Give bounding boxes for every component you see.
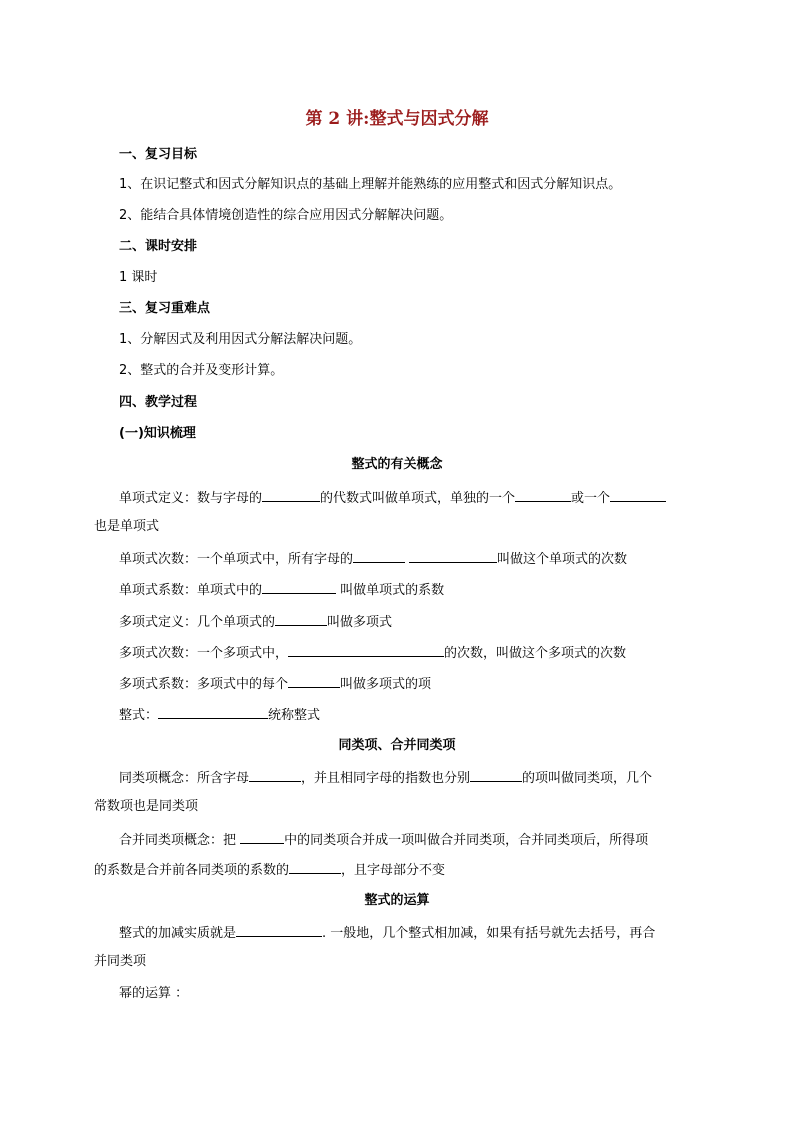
fill-blank[interactable] — [236, 923, 322, 937]
text-run: 中的同类项合并成一项叫做合并同类项，合并同类项后，所得项 — [284, 833, 649, 848]
section-heading-schedule: 二、课时安排 — [119, 239, 198, 254]
fill-blank[interactable] — [249, 768, 301, 782]
combine-like-terms-line — [119, 830, 648, 850]
page-title: 第 2 讲:整式与因式分解 — [305, 109, 489, 129]
addition-subtraction-line — [119, 923, 655, 943]
review-goal-2: 2、能结合具体情境创造性的综合应用因式分解解决问题。 — [119, 208, 453, 223]
text-run: 多项式次数：一个多项式中， — [119, 646, 289, 661]
review-goal-1: 1、在识记整式和因式分解知识点的基础上理解并能熟练的应用整式和因式分解知识点。 — [119, 177, 622, 192]
text-run: 同类项概念：所含字母 — [119, 771, 250, 786]
polynomial-degree-line — [119, 643, 626, 663]
concept-heading: 整式的有关概念 — [351, 457, 443, 472]
fill-blank[interactable] — [288, 643, 444, 657]
like-terms-definition-cont: 常数项也是同类项 — [94, 799, 199, 814]
section-heading-key-points: 三、复习重难点 — [119, 301, 211, 316]
text-run: 叫做这个单项式的次数 — [497, 552, 628, 567]
fill-blank[interactable] — [262, 488, 320, 502]
text-run: 叫做单项式的系数 — [336, 583, 445, 598]
polynomial-definition-line — [119, 612, 392, 632]
text-run: 整式： — [119, 708, 159, 723]
subsection-heading-knowledge: (一)知识梳理 — [119, 426, 196, 441]
text-run: 整式的加减实质就是 — [119, 926, 237, 941]
power-operations-line: 幂的运算 ： — [119, 986, 189, 1001]
like-terms-definition-line — [119, 768, 652, 788]
text-run: 统称整式 — [268, 708, 321, 723]
text-run: 单项式系数：单项式中的 — [119, 583, 263, 598]
text-run: 或一个 — [571, 491, 611, 506]
text-run: . 一般地，几个整式相加减，如果有括号就先去括号，再合 — [322, 926, 656, 941]
monomial-degree-line — [119, 549, 627, 569]
text-run: ，并且相同字母的指数也分别 — [301, 771, 471, 786]
fill-blank[interactable] — [275, 612, 327, 626]
fill-blank[interactable] — [289, 860, 341, 874]
fill-blank[interactable] — [610, 488, 666, 502]
key-point-2: 2、整式的合并及变形计算。 — [119, 363, 284, 378]
monomial-coefficient-line — [119, 580, 444, 600]
fill-blank[interactable] — [409, 549, 497, 563]
addition-subtraction-cont: 并同类项 — [94, 954, 147, 969]
combine-like-terms-cont — [94, 860, 445, 880]
section-heading-review-goals: 一、复习目标 — [119, 147, 198, 162]
fill-blank[interactable] — [470, 768, 522, 782]
fill-blank[interactable] — [288, 674, 340, 688]
key-point-1: 1、分解因式及利用因式分解法解决问题。 — [119, 332, 362, 347]
monomial-definition-line — [119, 488, 666, 508]
monomial-definition-cont: 也是单项式 — [94, 519, 160, 534]
text-run: 单项式定义：数与字母的 — [119, 491, 263, 506]
fill-blank[interactable] — [353, 549, 405, 563]
polynomial-term-line — [119, 674, 431, 694]
like-terms-heading: 同类项、合并同类项 — [338, 738, 456, 753]
text-run: ，且字母部分不变 — [341, 863, 446, 878]
operations-heading: 整式的运算 — [364, 893, 430, 908]
text-run: 多项式定义：几个单项式的 — [119, 615, 276, 630]
schedule-item: 1 课时 — [119, 270, 158, 285]
text-run: 的代数式叫做单项式，单独的一个 — [320, 491, 516, 506]
fill-blank[interactable] — [262, 580, 336, 594]
integral-expression-line — [119, 705, 320, 725]
fill-blank[interactable] — [240, 830, 284, 844]
text-run: 叫做多项式的项 — [340, 677, 432, 692]
text-run: 的项叫做同类项，几个 — [522, 771, 653, 786]
text-run: 多项式系数：多项式中的每个 — [119, 677, 289, 692]
text-run: 的系数是合并前各同类项的系数的 — [94, 863, 290, 878]
text-run: 叫做多项式 — [327, 615, 393, 630]
section-heading-teaching-process: 四、教学过程 — [119, 395, 198, 410]
fill-blank[interactable] — [515, 488, 571, 502]
text-run: 单项式次数：一个单项式中，所有字母的 — [119, 552, 354, 567]
text-run: 的次数，叫做这个多项式的次数 — [444, 646, 627, 661]
text-run: 合并同类项概念：把 — [119, 833, 241, 848]
fill-blank[interactable] — [158, 705, 268, 719]
